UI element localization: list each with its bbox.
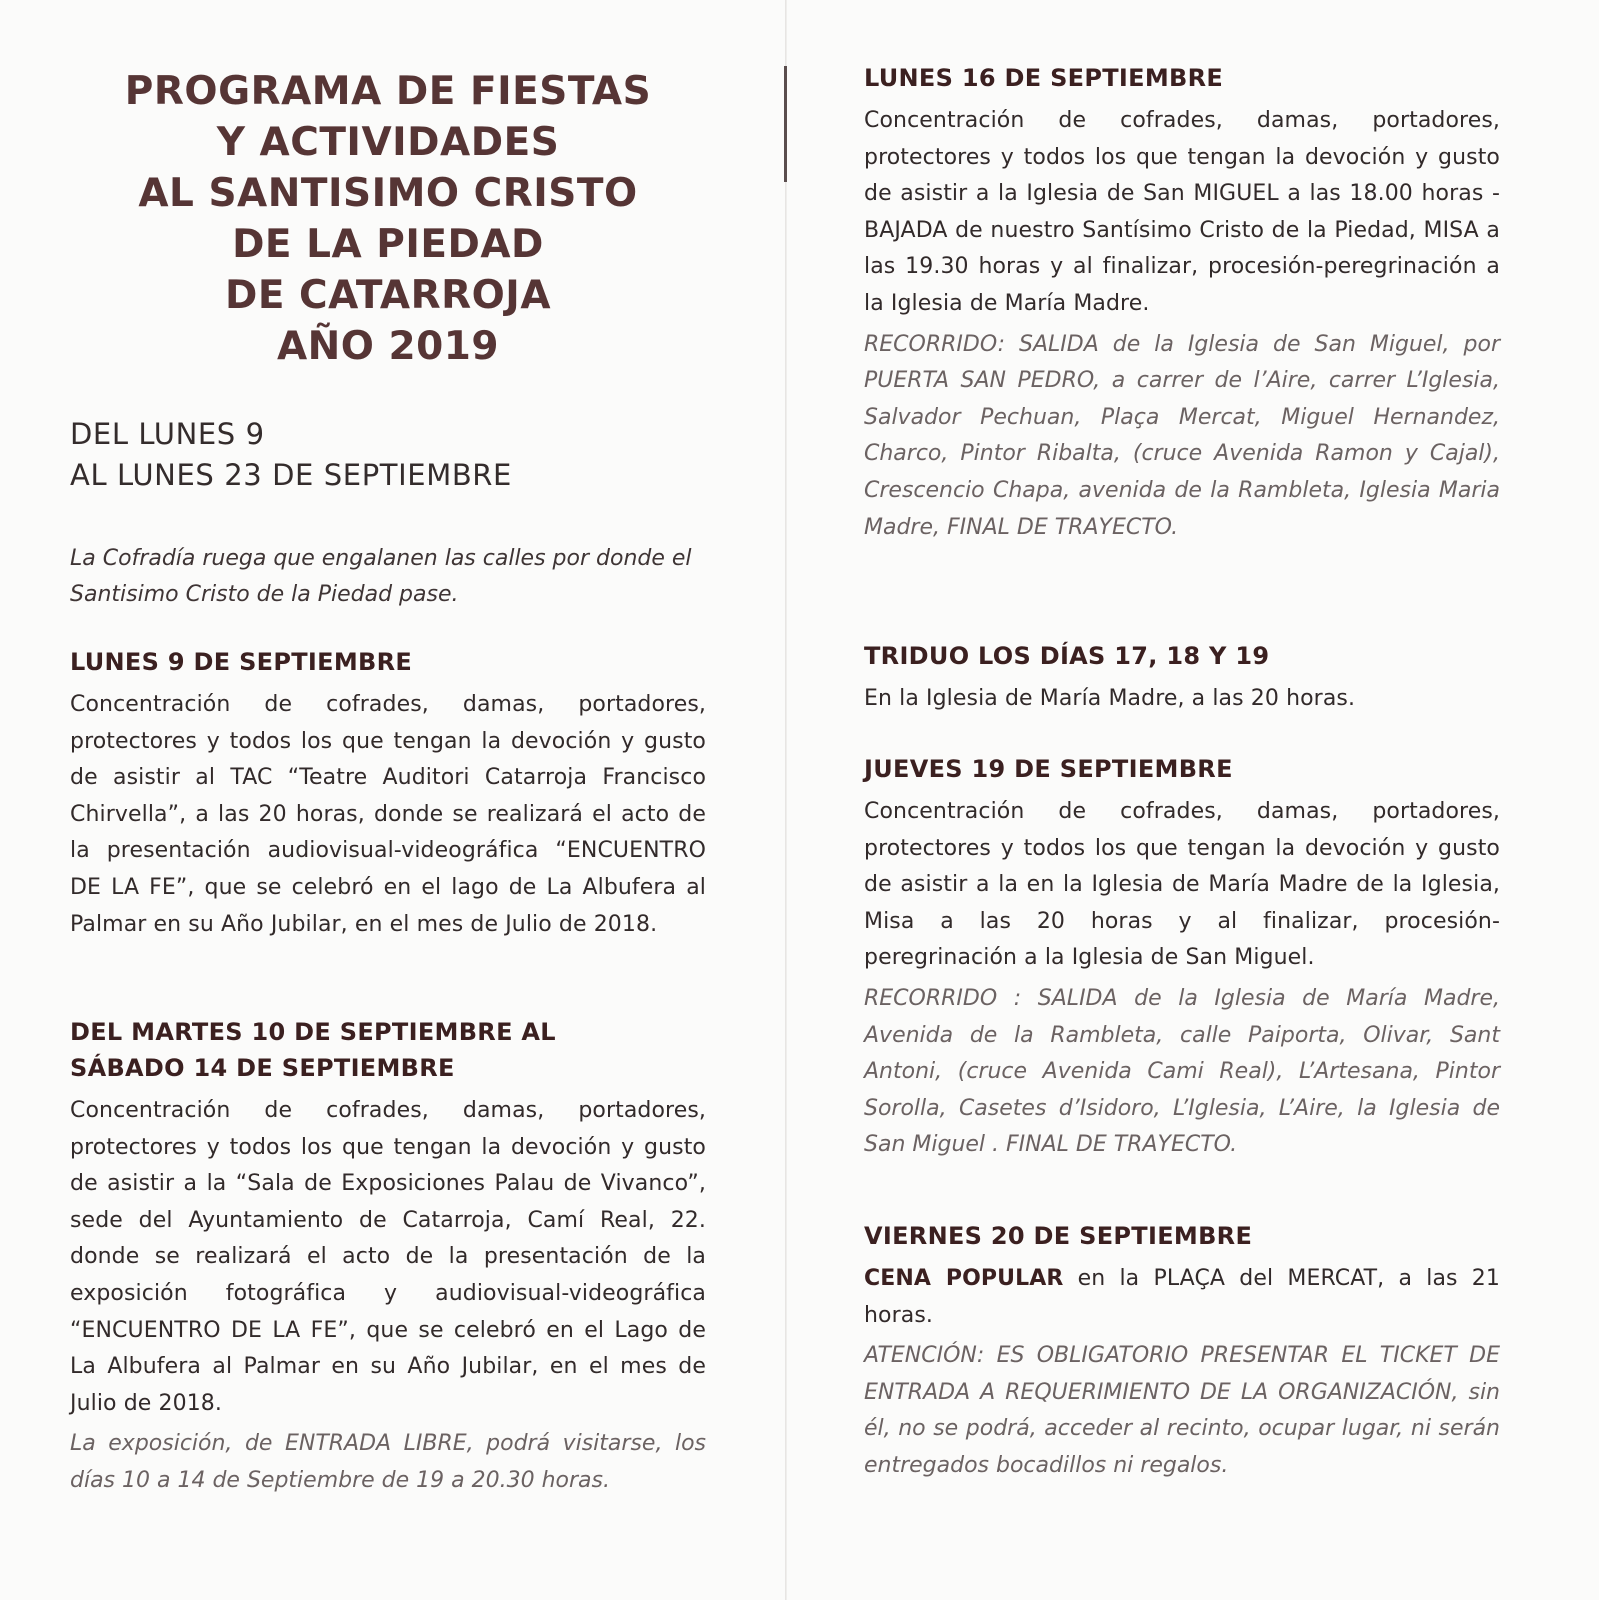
title-line: DE CATARROJA (224, 273, 552, 318)
section-body (864, 1261, 1500, 1334)
section-martes-10 (70, 1014, 706, 1500)
section-triduo (864, 638, 1500, 718)
section-jueves-19 (864, 751, 1500, 1164)
section-lunes-16 (864, 60, 1500, 546)
section-heading-line: SÁBADO 14 DE SEPTIEMBRE (70, 1054, 455, 1082)
section-body-strong: CENA POPULAR (864, 1266, 1064, 1291)
section-body: Concentración de cofrades, damas, portadores, protectores y todos los que tengan la devoción y gusto de asistir al TAC “Teatre Auditori Catarroja Francisco Chirvella”, a las 20 horas, donde se realizará el acto de la presentación audiovisual-videográfica “ENCUENTRO DE LA FE”, que se celebró en el lago de La Albufera al Palmar en su Año Jubilar, en el mes de Julio de 2018. (70, 692, 706, 937)
section-body: En la Iglesia de María Madre, a las 20 horas. (864, 686, 1356, 711)
section-heading: TRIDUO LOS DÍAS 17, 18 Y 19 (864, 642, 1270, 670)
section-heading: LUNES 16 DE SEPTIEMBRE (864, 64, 1224, 92)
section-body: Concentración de cofrades, damas, portadores, protectores y todos los que tengan la devoción y gusto de asistir a la Iglesia de San MIGUEL a las 18.00 horas - BAJADA de nuestro Santísimo Cristo de la Piedad, MISA a las 19.30 horas y al finalizar, procesión-peregrinación a la Iglesia de María Madre. (864, 108, 1500, 316)
date-range-start: DEL LUNES 9 (70, 417, 265, 451)
title-line: Y ACTIVIDADES (216, 120, 560, 165)
section-heading: JUEVES 19 DE SEPTIEMBRE (864, 755, 1233, 783)
title-line: AÑO 2019 (276, 324, 500, 369)
intro-note: La Cofradía ruega que engalanen las calles por donde el Santisimo Cristo de la Piedad pase. (70, 546, 692, 607)
section-note: La exposición, de ENTRADA LIBRE, podrá visitarse, los días 10 a 14 de Septiembre de 19 a 20.30 horas. (70, 1431, 706, 1493)
page-title (70, 66, 706, 372)
title-line: AL SANTISIMO CRISTO (138, 171, 638, 216)
section-heading (70, 1014, 706, 1086)
page-fold (785, 0, 787, 1600)
section-route: RECORRIDO : SALIDA de la Iglesia de María Madre, Avenida de la Rambleta, calle Paiporta, Olivar, Sant Antoni, (cruce Avenida Cami Real), L’Artesana, Pintor Sorolla, Casetes d’Isidoro, L’Iglesia, L’Aire, la Iglesia de San Miguel . FINAL DE TRAYECTO. (864, 985, 1500, 1158)
section-viernes-20 (864, 1218, 1500, 1485)
section-route: RECORRIDO: SALIDA de la Iglesia de San Miguel, por PUERTA SAN PEDRO, a carrer de l’Aire, carrer L’Iglesia, Salvador Pechuan, Plaça Mercat, Miguel Hernandez, Charco, Pintor Ribalta, (cruce Avenida Ramon y Cajal), Crescencio Chapa, avenida de la Rambleta, Iglesia Maria Madre, FINAL DE TRAYECTO. (864, 331, 1500, 540)
section-body: Concentración de cofrades, damas, portadores, protectores y todos los que tengan la devoción y gusto de asistir a la en la Iglesia de María Madre de la Iglesia, Misa a las 20 horas y al finalizar, procesión-peregrinación a la Iglesia de San Miguel. (864, 799, 1500, 971)
section-heading: LUNES 9 DE SEPTIEMBRE (70, 648, 413, 676)
section-lunes-9 (70, 644, 706, 943)
title-line: PROGRAMA DE FIESTAS (124, 69, 652, 114)
section-heading: VIERNES 20 DE SEPTIEMBRE (864, 1222, 1253, 1250)
fold-mark (784, 66, 787, 182)
section-heading-line: DEL MARTES 10 DE SEPTIEMBRE AL (70, 1018, 556, 1046)
date-range (70, 414, 706, 496)
section-warning: ATENCIÓN: ES OBLIGATORIO PRESENTAR EL TICKET DE ENTRADA A REQUERIMIENTO DE LA ORGANIZACIÓN, sin él, no se podrá, acceder al recinto, ocupar lugar, ni serán entregados bocadillos ni regalos. (864, 1343, 1500, 1478)
section-body-rest: en la PLAÇA del MERCAT, a las 21 horas. (864, 1266, 1500, 1328)
date-range-end: AL LUNES 23 DE SEPTIEMBRE (70, 458, 512, 492)
section-body: Concentración de cofrades, damas, portadores, protectores y todos los que tengan la devoción y gusto de asistir a la “Sala de Exposiciones Palau de Vivanco”, sede del Ayuntamiento de Catarroja, Camí Real, 22. donde se realizará el acto de la presentación de la exposición fotográfica y audiovisual-videográfica “ENCUENTRO DE LA FE”, que se celebró en el Lago de La Albufera al Palmar en su Año Jubilar, en el mes de Julio de 2018. (70, 1098, 706, 1416)
title-line: DE LA PIEDAD (232, 222, 544, 267)
